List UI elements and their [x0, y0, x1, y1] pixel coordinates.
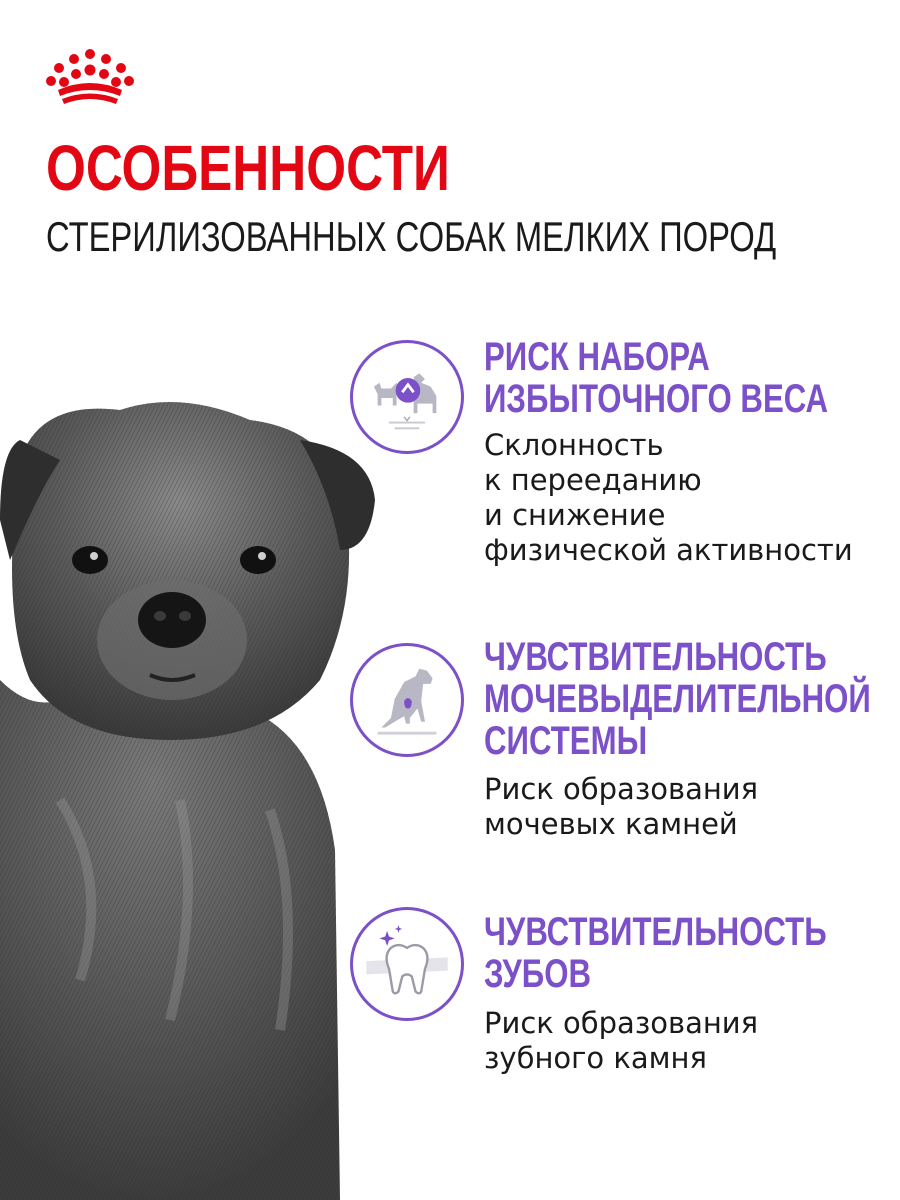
feature-title-line: МОЧЕВЫДЕЛИТЕЛЬНОЙ: [484, 677, 871, 721]
feature-body-line: Склонность: [484, 428, 664, 462]
royal-crown-icon: [44, 46, 136, 106]
feature-body-line: Риск образования: [484, 1006, 759, 1040]
feature-body-line: Риск образования: [484, 772, 759, 806]
page-title: ОСОБЕННОСТИ: [46, 132, 450, 204]
feature-title-line: ИЗБЫТОЧНОГО ВЕСА: [484, 377, 829, 421]
feature-body-line: зубного камня: [484, 1041, 707, 1075]
weight-dog-icon: [350, 340, 464, 454]
feature-title-line: СИСТЕМЫ: [484, 719, 648, 763]
page-subtitle: СТЕРИЛИЗОВАННЫХ СОБАК МЕЛКИХ ПОРОД: [46, 213, 777, 260]
feature-body-line: к перееданию: [484, 463, 702, 497]
feature-body-line: и снижение: [484, 498, 666, 532]
feature-body-line: физической активности: [484, 533, 853, 567]
feature-title-line: ЗУБОВ: [484, 952, 591, 996]
feature-title-line: ЧУВСТВИТЕЛЬНОСТЬ: [484, 635, 827, 679]
feature-title-line: ЧУВСТВИТЕЛЬНОСТЬ: [484, 910, 827, 954]
feature-body-line: мочевых камней: [484, 807, 738, 841]
tooth-sparkle-icon: [350, 907, 464, 1021]
urinary-dog-icon: [350, 643, 464, 757]
feature-title-line: РИСК НАБОРА: [484, 335, 710, 379]
dog-photo: [0, 380, 390, 1200]
